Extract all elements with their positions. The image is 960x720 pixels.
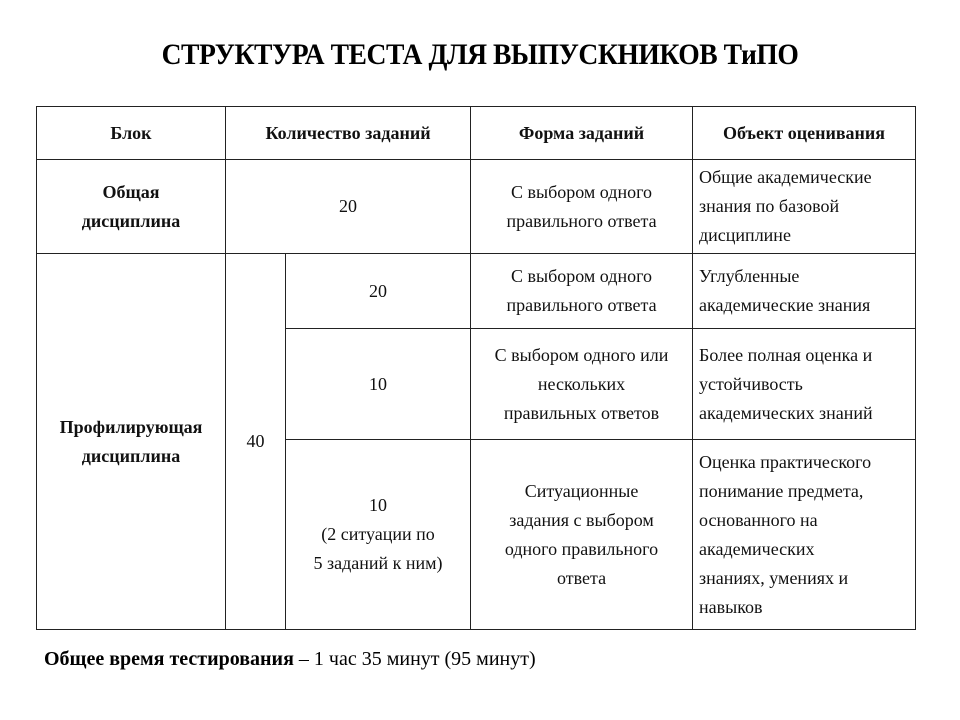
cell-object — [693, 329, 916, 440]
page-title: СТРУКТУРА ТЕСТА ДЛЯ ВЫПУСКНИКОВ ТиПО — [161, 38, 799, 71]
header-form: Форма заданий — [471, 107, 693, 160]
cell-count — [286, 329, 471, 440]
cell-count — [286, 440, 471, 630]
text-line: 10 — [369, 373, 387, 394]
cell-block — [37, 160, 226, 254]
text-line: устойчивость — [699, 373, 803, 394]
header-object: Объект оценивания — [693, 107, 916, 160]
text-line: (2 ситуации по — [321, 524, 435, 544]
text-line: дисциплина — [81, 445, 181, 466]
cell-form — [471, 440, 693, 630]
text-line: задания с выбором — [509, 509, 654, 530]
text-line: Общая — [102, 181, 160, 202]
text-line: 5 заданий к ним) — [313, 553, 443, 573]
text-line: академических знаний — [699, 402, 873, 423]
total-time-label: Общее время тестирования — [44, 648, 294, 670]
table-header-row — [37, 107, 916, 160]
text-line: Углубленные — [699, 266, 800, 286]
text-line: Оценка практического — [699, 451, 872, 472]
text-line: нескольких — [537, 373, 626, 394]
text-line: дисциплине — [699, 225, 791, 245]
text-line: ответа — [556, 567, 607, 588]
cell-object — [693, 160, 916, 254]
total-time-note — [44, 648, 536, 671]
text-line: понимание предмета, — [699, 480, 864, 501]
text-line: правильного ответа — [506, 295, 657, 315]
text-line: правильного ответа — [506, 210, 657, 231]
text-line: Общие академические — [699, 167, 872, 187]
text-line: правильных ответов — [503, 402, 660, 423]
cell-total: 40 — [226, 254, 286, 630]
total-time-value: 1 час 35 минут (95 минут) — [313, 648, 536, 670]
text-line: С выбором одного — [511, 266, 653, 286]
text-line: С выбором одного или — [494, 344, 669, 365]
cell-object — [693, 440, 916, 630]
header-count: Количество заданий — [226, 107, 471, 160]
cell-form — [471, 160, 693, 254]
table-row-profile-1 — [37, 254, 916, 329]
text-line: Более полная оценка и — [699, 344, 873, 365]
text-line: 20 — [369, 280, 387, 301]
text-line: Профилирующая — [59, 416, 203, 437]
text-line: академических — [699, 538, 815, 559]
text-line: одного правильного — [504, 538, 659, 559]
test-structure-table — [36, 106, 916, 630]
text-line: навыков — [699, 596, 763, 617]
cell-count: 20 — [226, 160, 471, 254]
table-row-general — [37, 160, 916, 254]
text-line: С выбором одного — [511, 181, 653, 202]
text-line: дисциплина — [81, 210, 181, 231]
cell-form — [471, 329, 693, 440]
text-line: 10 — [369, 495, 387, 515]
text-line: академические знания — [699, 295, 871, 315]
text-line: знания по базовой — [699, 196, 840, 216]
cell-count — [286, 254, 471, 329]
cell-form — [471, 254, 693, 329]
total-time-separator: – — [293, 648, 314, 670]
text-line: знаниях, умениях и — [699, 567, 849, 588]
header-block: Блок — [37, 107, 226, 160]
text-line: Ситуационные — [524, 480, 639, 501]
text-line: основанного на — [699, 509, 818, 530]
cell-block — [37, 254, 226, 630]
cell-object — [693, 254, 916, 329]
